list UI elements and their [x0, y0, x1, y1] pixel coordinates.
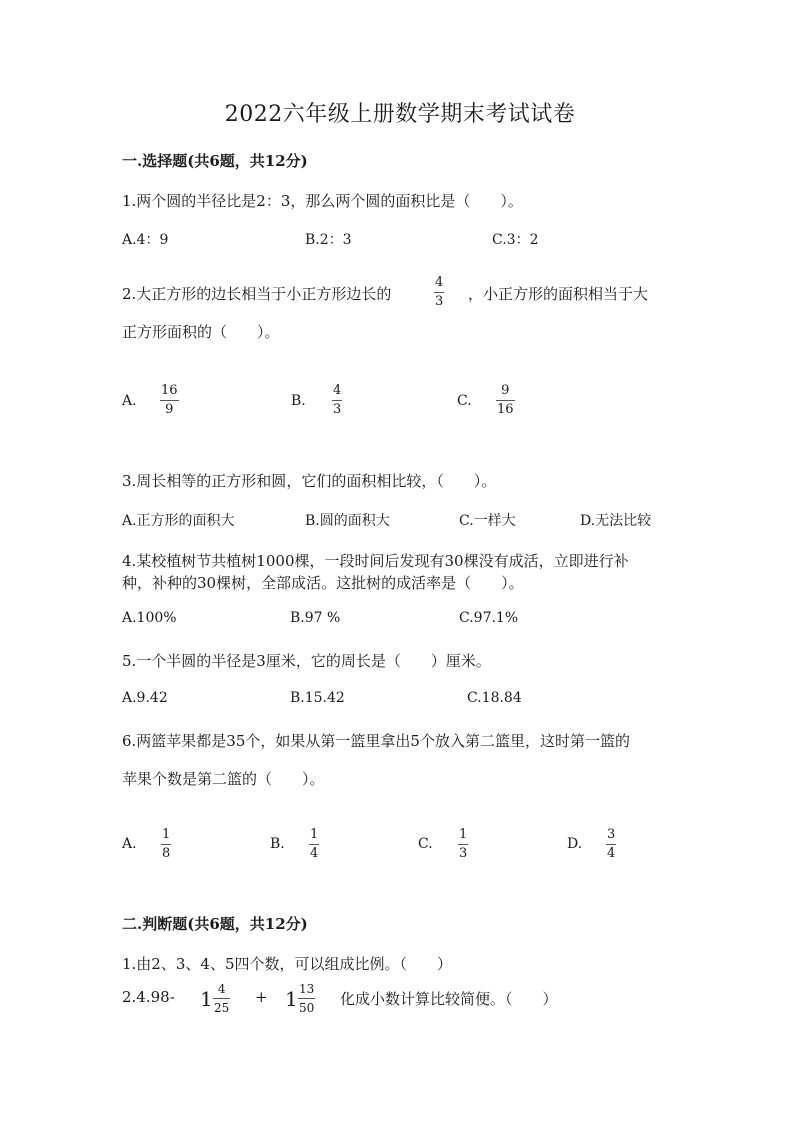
q3-option-b: B.圆的面积大 [305, 513, 390, 529]
fraction-denominator: 8 [162, 846, 171, 861]
mixed-number-1-fraction [213, 982, 230, 1015]
question-5-text: 5.一个半圆的半径是3厘米，它的周长是（ ）厘米。 [122, 652, 491, 670]
q2-option-b-fraction [332, 384, 342, 417]
q4-option-b: B.97 % [290, 610, 341, 626]
fraction-bar [161, 844, 171, 845]
fraction-bar [160, 400, 179, 401]
fraction-denominator: 4 [310, 846, 319, 861]
fraction-bar [309, 844, 319, 845]
fraction-denominator: 3 [333, 402, 342, 417]
q5-option-a: A.9.42 [122, 690, 168, 706]
q2-fraction [434, 276, 444, 309]
fraction-numerator: 4 [217, 982, 226, 996]
fraction-denominator: 25 [214, 1001, 230, 1015]
fraction-denominator: 3 [435, 294, 444, 309]
q6-option-c-fraction [458, 828, 468, 861]
q1-option-a: A.4：9 [122, 232, 169, 248]
q3-option-d: D.无法比较 [580, 513, 652, 529]
q4-option-a: A.100% [122, 610, 177, 626]
judgment-2-suffix: 化成小数计算比较简便。（ ） [340, 990, 558, 1008]
fraction-bar [496, 400, 515, 401]
q6-option-b-label: B. [270, 836, 285, 852]
fraction-bar [458, 844, 468, 845]
q1-option-c: C.3：2 [492, 232, 539, 248]
q6-option-c-label: C. [418, 836, 433, 852]
question-1-text: 1.两个圆的半径比是2：3，那么两个圆的面积比是（ ）。 [122, 192, 523, 210]
q6-option-d-label: D. [567, 836, 583, 852]
q2-option-b-label: B. [291, 393, 306, 409]
q6-option-d-fraction [606, 828, 616, 861]
fraction-bar [213, 998, 230, 999]
q6-option-a-label: A. [122, 836, 137, 852]
q3-option-a: A.正方形的面积大 [122, 513, 235, 529]
fraction-numerator: 16 [161, 383, 178, 398]
q2-option-a-fraction [160, 384, 179, 417]
fraction-numerator: 4 [435, 275, 444, 290]
fraction-numerator: 9 [501, 383, 510, 398]
mixed-number-2-fraction [298, 982, 315, 1015]
q4-option-c: C.97.1% [459, 610, 519, 626]
fraction-denominator: 16 [497, 402, 514, 417]
q1-option-b: B.2：3 [305, 232, 352, 248]
q6-option-a-fraction [161, 828, 171, 861]
plus-sign: + [255, 988, 268, 1006]
fraction-numerator: 13 [299, 982, 315, 996]
fraction-denominator: 50 [299, 1001, 315, 1015]
fraction-denominator: 9 [165, 402, 174, 417]
section-heading-judgment: 二.判断题(共6题，共12分) [122, 915, 308, 933]
fraction-bar [434, 292, 444, 293]
fraction-denominator: 4 [607, 846, 616, 861]
question-6-line-1: 6.两篮苹果都是35个，如果从第一篮里拿出5个放入第二篮里，这时第一篮的 [122, 732, 630, 750]
question-2-text-c: 正方形面积的（ ）。 [122, 323, 280, 341]
mixed-number-1-whole: 1 [200, 987, 213, 1011]
q2-option-c-fraction [496, 384, 515, 417]
fraction-bar [332, 400, 342, 401]
fraction-numerator: 3 [607, 827, 616, 842]
fraction-bar [606, 844, 616, 845]
q3-option-c: C.一样大 [459, 513, 516, 529]
fraction-denominator: 3 [459, 846, 468, 861]
question-3-text: 3.周长相等的正方形和圆，它们的面积相比较，（ ）。 [122, 472, 497, 490]
question-4-line-2: 种，补种的30棵树，全部成活。这批树的成活率是（ ）。 [122, 574, 524, 592]
q5-option-b: B.15.42 [290, 690, 345, 706]
section-heading-choice: 一.选择题(共6题，共12分) [122, 152, 308, 170]
question-2-text-a: 2.大正方形的边长相当于小正方形边长的 [122, 285, 392, 303]
judgment-2-prefix: 2.4.98- [122, 988, 175, 1006]
fraction-numerator: 4 [333, 383, 342, 398]
question-4-line-1: 4.某校植树节共植树1000棵，一段时间后发现有30棵没有成活，立即进行补 [122, 552, 629, 570]
question-6-line-2: 苹果个数是第二篮的（ ）。 [122, 770, 325, 788]
q6-option-b-fraction [309, 828, 319, 861]
page-title: 2022六年级上册数学期末考试试卷 [224, 102, 576, 127]
q2-option-c-label: C. [457, 393, 472, 409]
q5-option-c: C.18.84 [467, 690, 522, 706]
judgment-1-text: 1.由2、3、4、5四个数，可以组成比例。（ ） [122, 955, 452, 973]
mixed-number-2-whole: 1 [285, 987, 298, 1011]
fraction-numerator: 1 [162, 827, 171, 842]
question-2-text-b: ，小正方形的面积相当于大 [468, 285, 649, 303]
fraction-bar [298, 998, 315, 999]
fraction-numerator: 1 [310, 827, 319, 842]
q2-option-a-label: A. [122, 393, 137, 409]
fraction-numerator: 1 [459, 827, 468, 842]
